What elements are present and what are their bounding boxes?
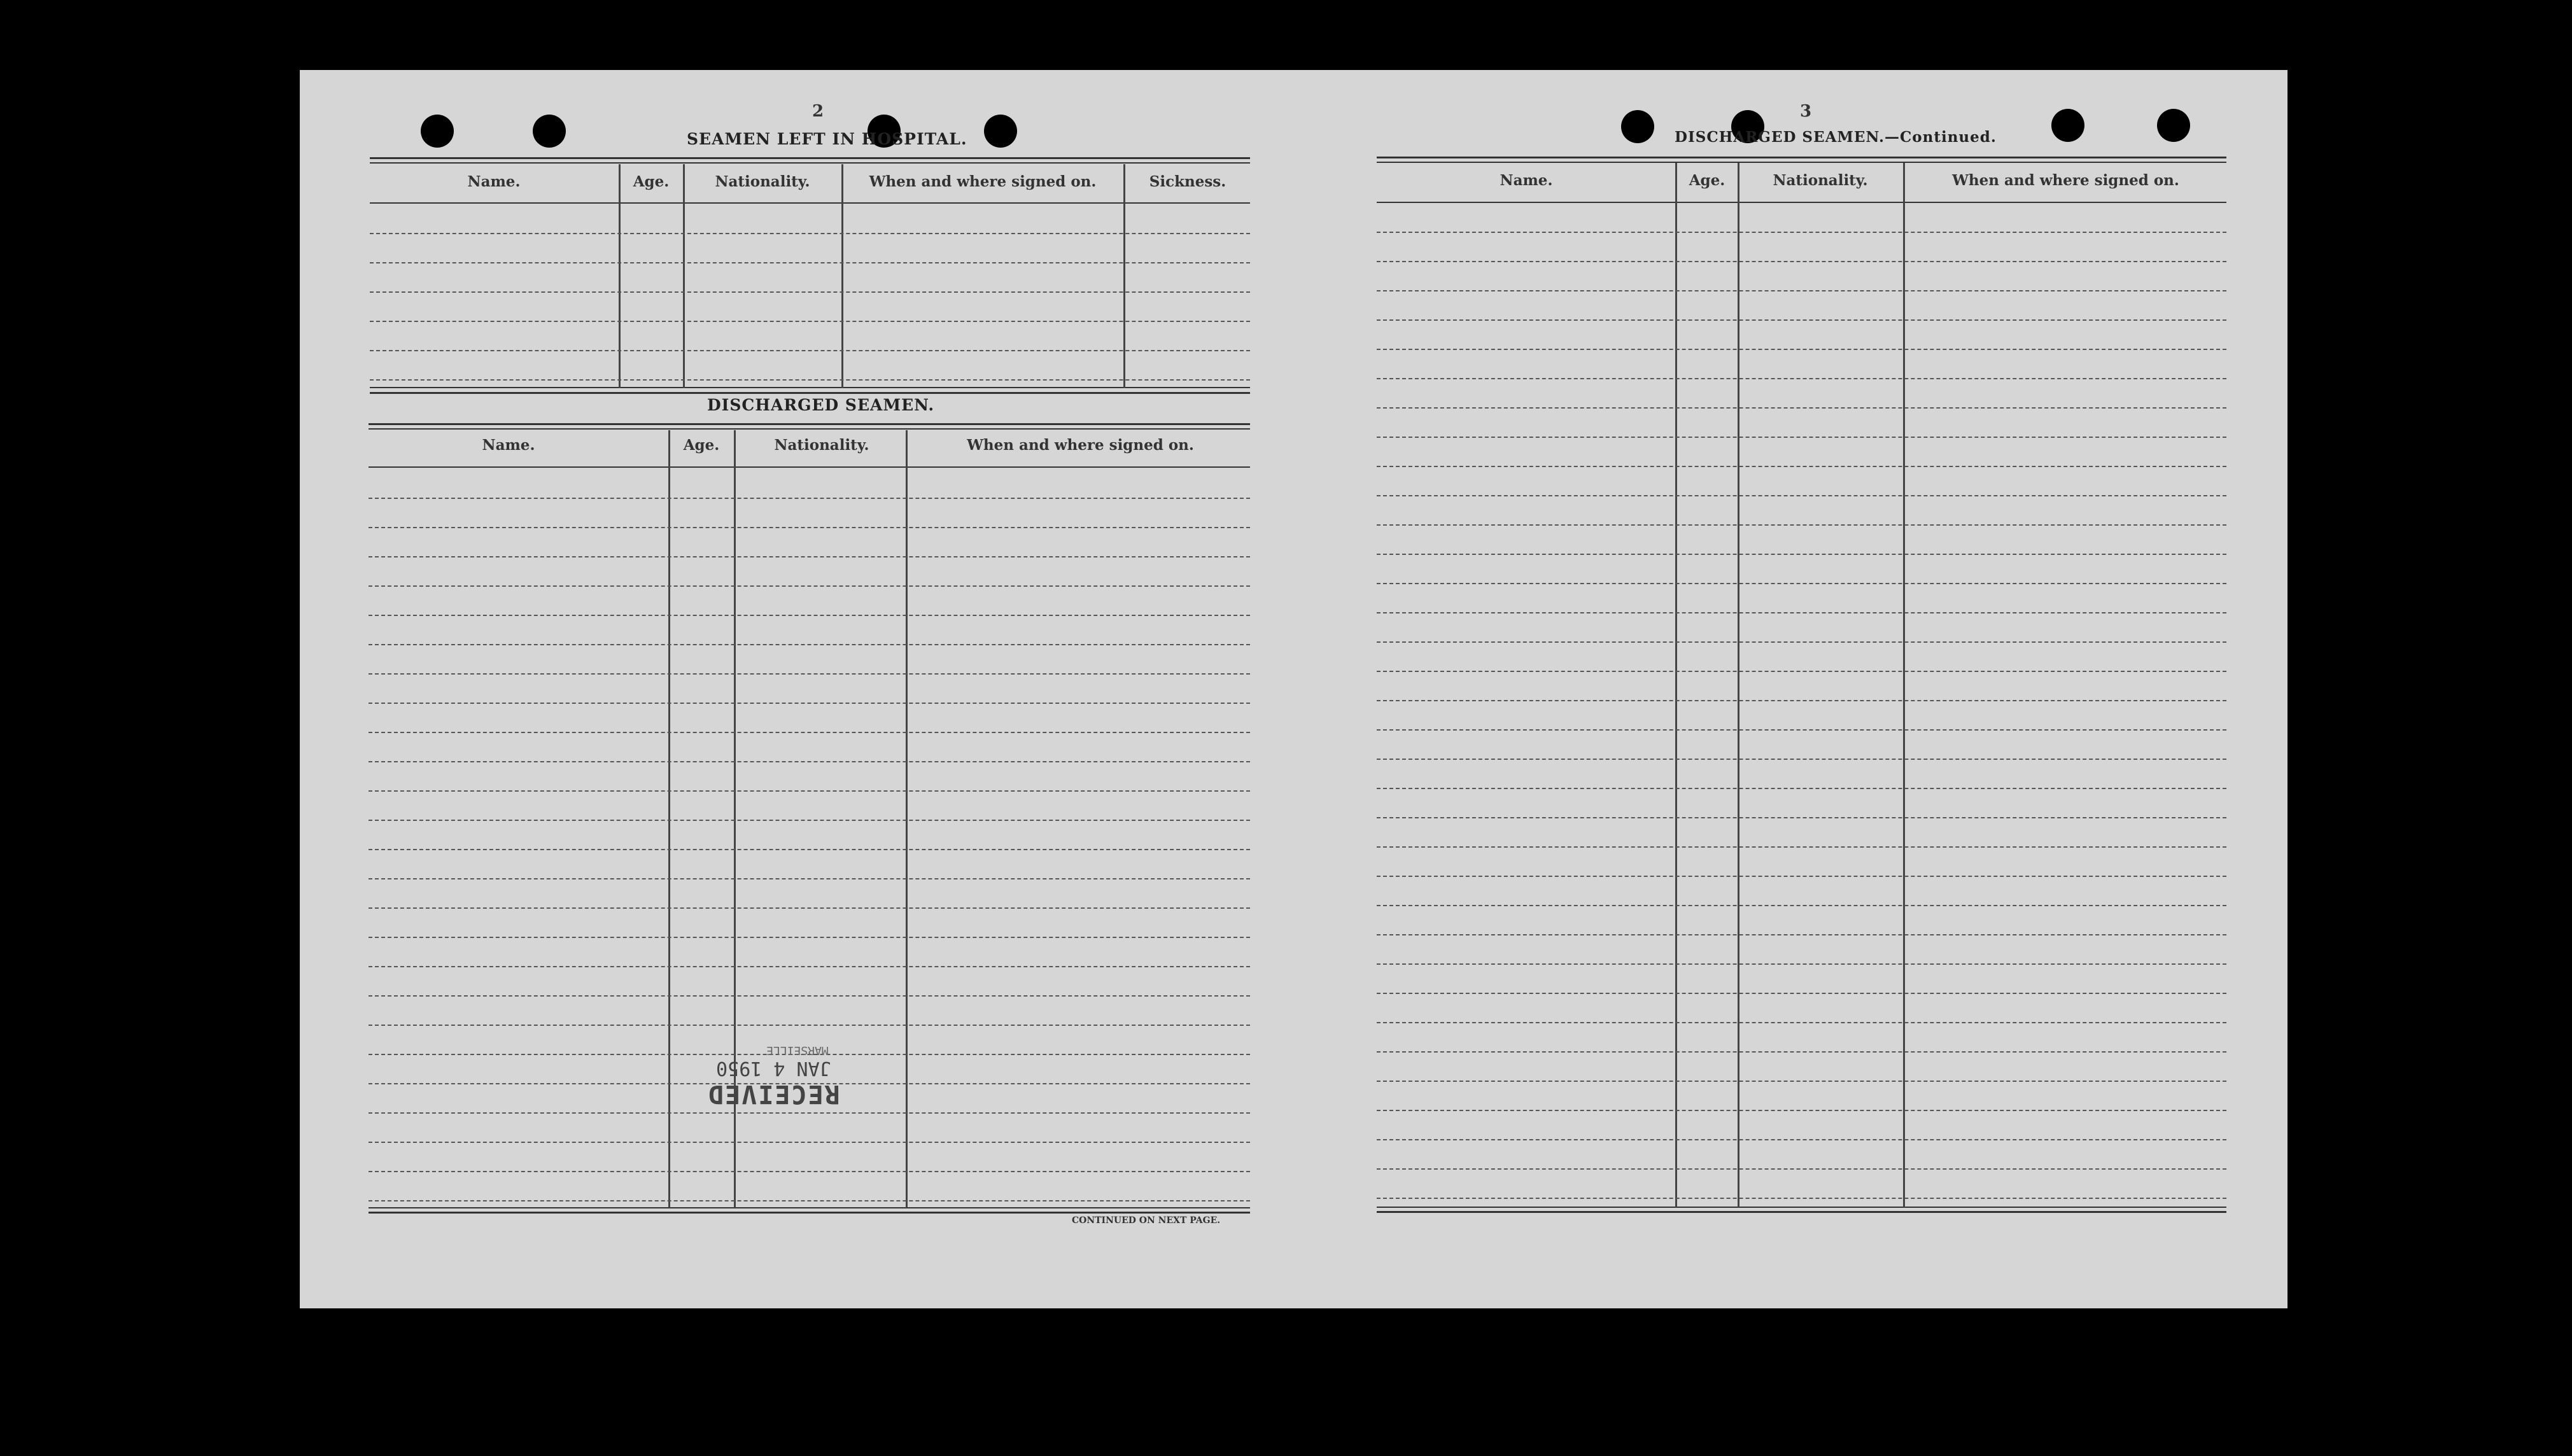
ruled-line (369, 761, 1250, 762)
right-page-number: 3 (1799, 102, 1812, 121)
rule (1377, 1211, 2226, 1213)
ruled-line (1377, 437, 2226, 438)
column-header-nationality: Nationality. (715, 173, 810, 190)
ruled-line (369, 644, 1250, 645)
ruled-line (1377, 788, 2226, 789)
stamp-line-place: MARSEILLE (766, 1044, 829, 1057)
ruled-line (1377, 261, 2226, 262)
column-divider (906, 430, 908, 1208)
punch-hole (1621, 110, 1654, 143)
ruled-line (1377, 232, 2226, 233)
ruled-line (369, 878, 1250, 879)
ruled-line (1377, 378, 2226, 379)
ruled-line (369, 790, 1250, 792)
discharged-continued-title: DISCHARGED SEAMEN.—Continued. (1675, 129, 1997, 146)
ruled-line (1377, 1139, 2226, 1140)
column-header-name: Name. (467, 173, 521, 190)
ruled-line (1377, 963, 2226, 965)
ruled-line (1377, 466, 2226, 467)
ruled-line (1377, 554, 2226, 555)
rule (369, 1207, 1250, 1208)
ruled-line (370, 321, 1250, 322)
ruled-line (369, 995, 1250, 997)
ruled-line (1377, 319, 2226, 321)
ruled-line (1377, 905, 2226, 906)
ruled-line (369, 1112, 1250, 1114)
ruled-line (369, 966, 1250, 967)
rule (1377, 162, 2226, 163)
stamp-line-received: RECEIVED (707, 1079, 840, 1109)
ruled-line (369, 937, 1250, 938)
rule (1377, 157, 2226, 158)
column-divider (841, 164, 843, 388)
column-header-name: Name. (482, 437, 535, 454)
rule (369, 428, 1250, 430)
ruled-line (1377, 846, 2226, 848)
ruled-line (1377, 876, 2226, 877)
ruled-line (1377, 1081, 2226, 1082)
ruled-line (369, 732, 1250, 733)
ruled-line (369, 703, 1250, 704)
ruled-line (369, 527, 1250, 528)
ruled-line (369, 907, 1250, 909)
column-header-signed-on: When and where signed on. (869, 173, 1097, 190)
punch-hole (533, 115, 566, 148)
rule (370, 157, 1250, 159)
rule (369, 466, 1250, 468)
column-divider (619, 164, 621, 388)
continued-note: CONTINUED ON NEXT PAGE. (1072, 1215, 1221, 1226)
ruled-line (369, 1200, 1250, 1201)
rule (370, 392, 1250, 394)
ruled-line (369, 585, 1250, 587)
punch-hole (984, 115, 1017, 148)
column-header-nationality: Nationality. (774, 437, 869, 454)
ruled-line (369, 1171, 1250, 1172)
column-divider (683, 164, 685, 388)
ruled-line (1377, 700, 2226, 701)
ruled-line (1377, 495, 2226, 496)
ruled-line (1377, 524, 2226, 526)
ruled-line (1377, 1022, 2226, 1023)
punch-hole (2157, 109, 2190, 142)
ruled-line (1377, 290, 2226, 291)
ruled-line (370, 350, 1250, 351)
ruled-line (369, 615, 1250, 616)
column-divider (668, 430, 670, 1208)
received-stamp (707, 1044, 840, 1109)
rule (369, 423, 1250, 425)
left-page-number: 2 (812, 102, 824, 121)
rule (370, 202, 1250, 204)
column-header-nationality: Nationality. (1773, 172, 1868, 189)
ruled-line (1377, 407, 2226, 409)
ruled-line (1377, 1198, 2226, 1199)
ruled-line (370, 379, 1250, 381)
ruled-line (369, 1142, 1250, 1143)
column-header-age: Age. (633, 173, 670, 190)
ruled-line (1377, 993, 2226, 994)
column-header-signed-on: When and where signed on. (1952, 172, 2179, 189)
column-header-age: Age. (683, 437, 720, 454)
ruled-line (1377, 729, 2226, 731)
ruled-line (1377, 641, 2226, 643)
ruled-line (369, 820, 1250, 821)
rule (370, 387, 1250, 388)
ruled-line (1377, 671, 2226, 672)
ruled-line (369, 1025, 1250, 1026)
ruled-line (1377, 349, 2226, 350)
document-sheet (300, 70, 2287, 1308)
rule (1377, 202, 2226, 203)
column-header-signed-on: When and where signed on. (967, 437, 1194, 454)
discharged-section-title: DISCHARGED SEAMEN. (707, 396, 935, 414)
ruled-line (369, 556, 1250, 557)
ruled-line (1377, 1051, 2226, 1053)
ruled-line (369, 849, 1250, 850)
column-header-age: Age. (1689, 172, 1725, 189)
rule (1377, 1207, 2226, 1208)
ruled-line (1377, 612, 2226, 613)
rule (369, 1212, 1250, 1214)
punch-hole (421, 115, 454, 148)
rule (370, 162, 1250, 164)
ruled-line (370, 291, 1250, 293)
ruled-line (1377, 934, 2226, 935)
ruled-line (370, 233, 1250, 234)
ruled-line (369, 498, 1250, 499)
ruled-line (1377, 817, 2226, 818)
punch-hole (2051, 109, 2084, 142)
column-header-name: Name. (1500, 172, 1553, 189)
ruled-line (1377, 583, 2226, 584)
stamp-line-date: JAN 4 1950 (716, 1057, 831, 1079)
column-header-sickness: Sickness. (1149, 173, 1226, 190)
ruled-line (1377, 1168, 2226, 1170)
ruled-line (1377, 1110, 2226, 1111)
ruled-line (369, 673, 1250, 675)
column-divider (1123, 164, 1125, 388)
ruled-line (370, 262, 1250, 263)
hospital-section-title: SEAMEN LEFT IN HOSPITAL. (687, 130, 967, 148)
ruled-line (1377, 759, 2226, 760)
